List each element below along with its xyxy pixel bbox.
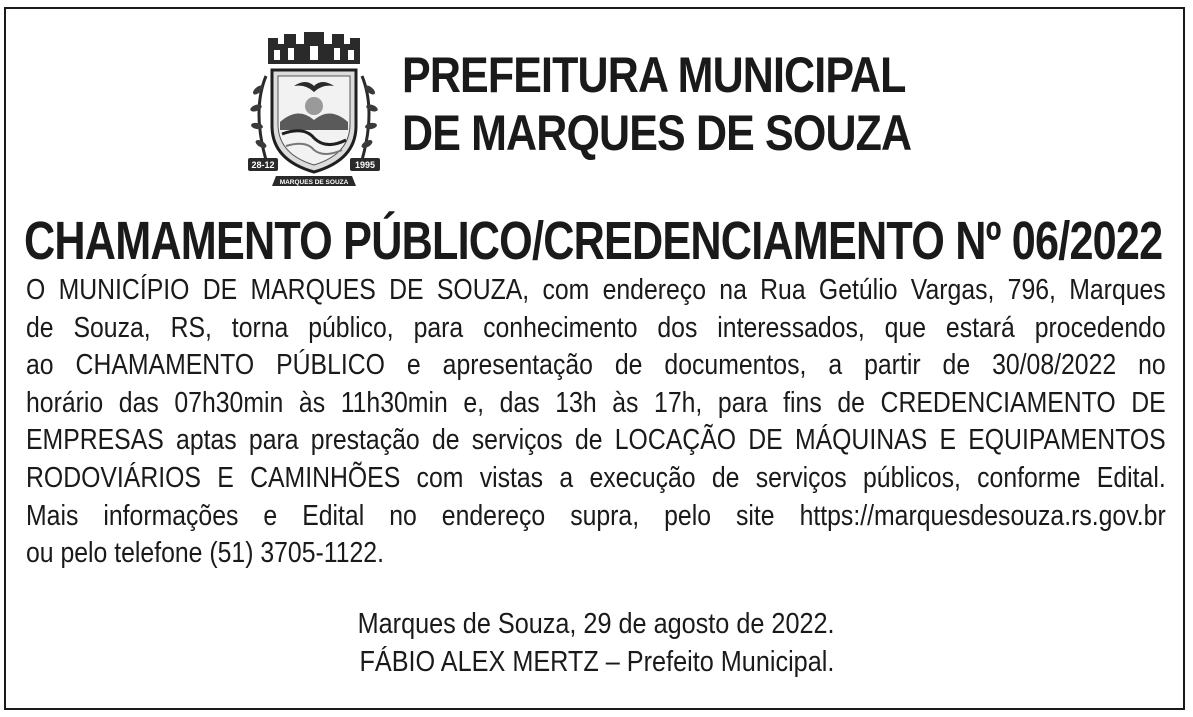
notice-body-line: EMPRESAS aptas para prestação de serviços de LOCAÇÃO DE MÁQUINAS E EQUIPAMENTOS	[26, 424, 1166, 457]
notice-body-line: de Souza, RS, torna público, para conhecimento dos interessados, que estará procedendo	[26, 311, 1166, 344]
notice-body-line: RODOVIÁRIOS E CAMINHÕES com vistas a execução de serviços públicos, conforme Edital.	[26, 461, 1166, 494]
notice-signature-text: FÁBIO ALEX MERTZ – Prefeito Municipal.	[359, 646, 834, 678]
notice-body-line: ao CHAMAMENTO PÚBLICO e apresentação de documentos, a partir de 30/08/2022 no	[26, 349, 1166, 382]
crest-banner-right: 1995	[354, 160, 376, 170]
notice-body-line: ou pelo telefone (51) 3705-1122.	[26, 537, 384, 570]
crest-scroll-text: MARQUES DE SOUZA	[279, 179, 349, 186]
organization-name	[402, 46, 911, 162]
crest-banner-left: 28-12	[251, 160, 275, 170]
notice-signature	[0, 643, 1193, 681]
notice-header	[246, 30, 966, 192]
notice-date	[0, 605, 1193, 643]
notice-body-line: O MUNICÍPIO DE MARQUES DE SOUZA, com endereço na Rua Getúlio Vargas, 796, Marques	[26, 274, 1166, 306]
municipal-coat-of-arms-icon	[246, 30, 382, 192]
notice-body-line: horário das 07h30min às 11h30min e, das 13h às 17h, para fins de CREDENCIAMENTO DE	[26, 386, 1166, 419]
organization-name-line-1: PREFEITURA MUNICIPAL	[402, 47, 906, 103]
notice-body-line: Mais informações e Edital no endereço supra, pelo site https://marquesdesouza.rs.gov.br	[26, 499, 1166, 532]
organization-name-line-2: DE MARQUES DE SOUZA	[402, 105, 912, 161]
notice-title: CHAMAMENTO PÚBLICO/CREDENCIAMENTO Nº 06/2022	[24, 211, 1163, 271]
notice-body	[26, 272, 1166, 573]
notice-date-text: Marques de Souza, 29 de agosto de 2022.	[358, 608, 835, 640]
